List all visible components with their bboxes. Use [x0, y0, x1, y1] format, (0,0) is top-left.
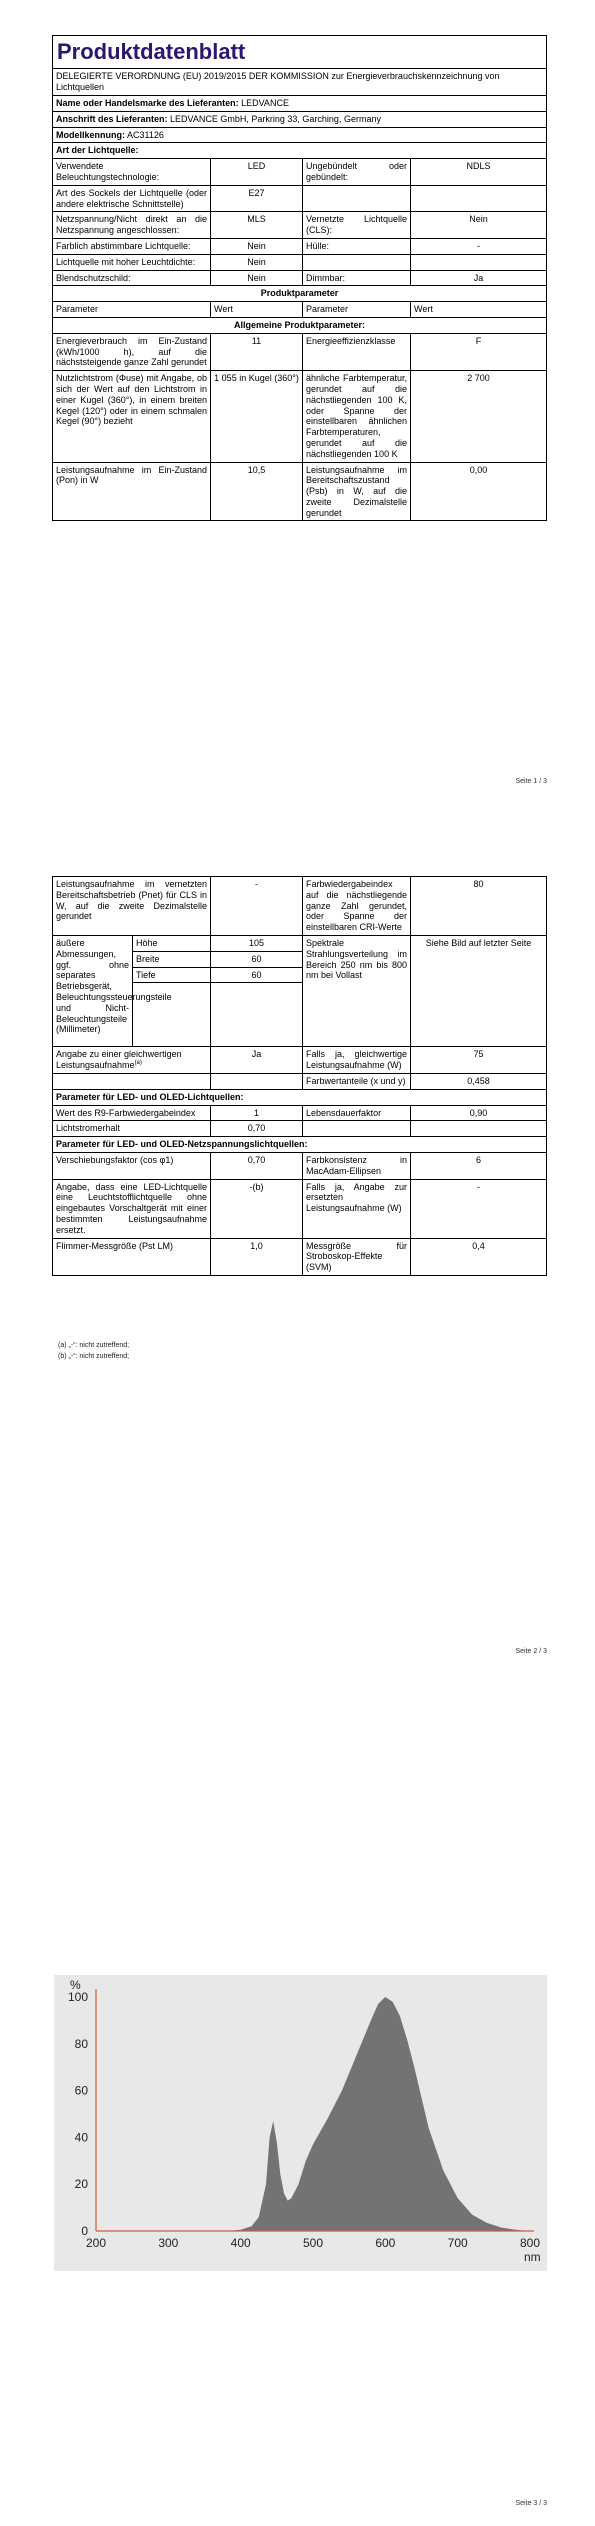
mains-param-value-2: - — [411, 1179, 547, 1238]
dim-depth-value: 60 — [211, 967, 303, 983]
x-axis-unit: nm — [524, 2250, 541, 2264]
empty-cell-2 — [211, 1073, 303, 1089]
mains-param-label-2: Messgröße für Stroboskop-Effekte (SVM) — [303, 1238, 411, 1275]
y-tick-label: 20 — [74, 2177, 88, 2192]
param-col-header: Parameter — [53, 302, 211, 318]
general-param-label: Energieverbrauch im Ein-Zustand (kWh/1000 h), auf die nächststeigende ganze Zahl gerundet — [53, 333, 211, 370]
equiv-label: Angabe zu einer gleichwertigen Leistungsaufnahme — [56, 1049, 182, 1071]
dim-depth-label: Tiefe — [133, 967, 211, 983]
page-1 — [0, 0, 595, 810]
x-tick-label: 400 — [230, 2236, 251, 2250]
lamp-type-label: Verwendete Beleuchtungstechnologie: — [53, 159, 211, 186]
lamp-type-label: Art des Sockels der Lichtquelle (oder andere elektrische Schnittstelle) — [53, 185, 211, 212]
general-param-value-2: 2 700 — [411, 371, 547, 462]
led-param-row — [53, 1105, 547, 1121]
dimensions-label: äußere Abmessungen, ggf. ohne separates Betriebsgerät, Beleuchtungssteuerungsteile und Nicht-Beleuchtungsteile (Millimeter) — [53, 935, 133, 1046]
mains-param-value: -(b) — [211, 1179, 303, 1238]
lamp-type-label: Blendschutzschild: — [53, 270, 211, 286]
x-tick-label: 600 — [375, 2236, 396, 2250]
mains-param-value: 0,70 — [211, 1152, 303, 1179]
x-tick-label: 700 — [447, 2236, 468, 2250]
lamp-type-value-2: Ja — [411, 270, 547, 286]
lamp-type-value: Nein — [211, 254, 303, 270]
lamp-type-header: Art der Lichtquelle: — [53, 143, 547, 159]
product-params-header: Produktparameter — [53, 286, 547, 302]
lamp-type-label-2: Ungebündelt oder gebündelt: — [303, 159, 411, 186]
equiv-label-cell — [53, 1047, 211, 1074]
dim-height-label: Höhe — [133, 935, 211, 951]
spectral-label: Spektrale Strahlungsverteilung im Bereich 250 nm bis 800 nm bei Vollast — [303, 935, 411, 1046]
supplier-name-row — [53, 95, 547, 111]
page-title: Produktdatenblatt — [53, 36, 547, 69]
equiv-power-value: 75 — [411, 1047, 547, 1074]
led-param-value-2 — [411, 1121, 547, 1137]
led-param-value-2: 0,90 — [411, 1105, 547, 1121]
mains-param-value: 1,0 — [211, 1238, 303, 1275]
general-param-row — [53, 371, 547, 462]
lamp-type-value: Nein — [211, 270, 303, 286]
general-param-label: Leistungsaufnahme im Ein-Zustand (Pon) in W — [53, 462, 211, 521]
y-axis-unit: % — [70, 1978, 81, 1992]
lamp-type-value-2 — [411, 254, 547, 270]
mains-param-value-2: 6 — [411, 1152, 547, 1179]
lamp-type-label: Farblich abstimmbare Lichtquelle: — [53, 238, 211, 254]
spectral-distribution-chart — [54, 1975, 547, 2271]
led-param-value: 0,70 — [211, 1121, 303, 1137]
led-param-label: Wert des R9-Farbwiedergabeindex — [53, 1105, 211, 1121]
lamp-type-row — [53, 254, 547, 270]
dim-height-value: 105 — [211, 935, 303, 951]
equiv-value: Ja — [211, 1047, 303, 1074]
datasheet-table-1 — [52, 35, 547, 521]
lamp-type-label-2: Hülle: — [303, 238, 411, 254]
lamp-type-value-2 — [411, 185, 547, 212]
value-col-header: Wert — [211, 302, 303, 318]
chroma-value: 0,458 — [411, 1073, 547, 1089]
general-param-label-2: Energieeffizienzklasse — [303, 333, 411, 370]
lamp-type-value: Nein — [211, 238, 303, 254]
general-param-value-2: 0,00 — [411, 462, 547, 521]
general-param-value: 11 — [211, 333, 303, 370]
lamp-type-value: E27 — [211, 185, 303, 212]
page-2 — [0, 840, 595, 1680]
mains-param-row — [53, 1179, 547, 1238]
model-label: Modellkennung: — [56, 129, 125, 140]
general-param-value: 10,5 — [211, 462, 303, 521]
led-param-value: 1 — [211, 1105, 303, 1121]
led-param-label-2: Lebensdauerfaktor — [303, 1105, 411, 1121]
lamp-type-label-2 — [303, 254, 411, 270]
page-number-1: Seite 1 / 3 — [515, 778, 547, 785]
footnote-a: (a) „-“: nicht zutreffend; — [58, 1342, 130, 1349]
lamp-type-row — [53, 185, 547, 212]
supplier-address-label: Anschrift des Lieferanten: — [56, 113, 168, 124]
lamp-type-value: MLS — [211, 212, 303, 239]
mains-param-value-2: 0,4 — [411, 1238, 547, 1275]
empty-cell — [53, 1073, 211, 1089]
lamp-type-row — [53, 238, 547, 254]
model-value: AC31126 — [127, 129, 164, 140]
general-param-row — [53, 333, 547, 370]
mains-param-row — [53, 1238, 547, 1275]
cri-label: Farbwiedergabeindex auf die nächstliegende ganze Zahl gerundet, oder Spanne der einstellbaren CRI-Werte — [303, 877, 411, 936]
lamp-type-value-2: Nein — [411, 212, 547, 239]
lamp-type-row — [53, 212, 547, 239]
mains-param-label: Verschiebungsfaktor (cos φ1) — [53, 1152, 211, 1179]
led-params-header: Parameter für LED- und OLED-Lichtquellen: — [53, 1089, 547, 1105]
mains-param-label-2: Falls ja, Angabe zur ersetzten Leistungsaufnahme (W) — [303, 1179, 411, 1238]
param-col-header-2: Parameter — [303, 302, 411, 318]
general-param-label-2: Leistungsaufnahme im Bereitschaftszustand (Psb) in W, auf die zweite Dezimalstelle gerundet — [303, 462, 411, 521]
page-3 — [0, 1700, 595, 2526]
lamp-type-label-2: Dimmbar: — [303, 270, 411, 286]
lamp-type-label: Netzspannung/Nicht direkt an die Netzspannung angeschlossen: — [53, 212, 211, 239]
regulation-text: DELEGIERTE VERORDNUNG (EU) 2019/2015 DER KOMMISSION zur Energieverbrauchskennzeichnung von Lichtquellen — [53, 69, 547, 96]
footnote-b: (b) „-“: nicht zutreffend; — [58, 1353, 130, 1361]
cri-value: 80 — [411, 877, 547, 936]
equiv-footnote-ref: (a) — [134, 1060, 142, 1067]
y-tick-label: 100 — [67, 1990, 88, 2004]
x-tick-label: 300 — [158, 2236, 179, 2250]
model-row — [53, 127, 547, 143]
standby-value: - — [211, 877, 303, 936]
spectral-value: Siehe Bild auf letzter Seite — [411, 935, 547, 1046]
led-param-label-2 — [303, 1121, 411, 1137]
footnotes — [58, 1340, 129, 1362]
chroma-label: Farbwertanteile (x und y) — [303, 1073, 411, 1089]
general-param-label: Nutzlichtstrom (Φuse) mit Angabe, ob sich der Wert auf den Lichtstrom in einer Kugel (360°), in einem breiten Kegel (120°) oder in einem schmalen Kegel (90°) bezieht — [53, 371, 211, 462]
lamp-type-row — [53, 159, 547, 186]
led-param-label: Lichtstromerhalt — [53, 1121, 211, 1137]
dim-spacer-value — [211, 983, 303, 1047]
mains-param-label: Angabe, dass eine LED-Lichtquelle eine Leuchtstofflichtquelle ohne eingebautes Vorschaltgerät mit einer bestimmten Leistungsaufnahme ersetzt. — [53, 1179, 211, 1238]
mains-param-row — [53, 1152, 547, 1179]
lamp-type-value: LED — [211, 159, 303, 186]
mains-param-label: Flimmer-Messgröße (Pst LM) — [53, 1238, 211, 1275]
lamp-type-value-2: NDLS — [411, 159, 547, 186]
general-param-value: 1 055 in Kugel (360°) — [211, 371, 303, 462]
led-param-row — [53, 1121, 547, 1137]
y-tick-label: 0 — [81, 2224, 88, 2238]
lamp-type-value-2: - — [411, 238, 547, 254]
mains-param-label-2: Farbkonsistenz in MacAdam-Ellipsen — [303, 1152, 411, 1179]
general-param-value-2: F — [411, 333, 547, 370]
lamp-type-label-2: Vernetzte Lichtquelle (CLS): — [303, 212, 411, 239]
value-col-header-2: Wert — [411, 302, 547, 318]
supplier-name-value: LEDVANCE — [241, 97, 289, 108]
equiv-power-label: Falls ja, gleichwertige Leistungsaufnahme (W) — [303, 1047, 411, 1074]
page-number-3: Seite 3 / 3 — [515, 2500, 547, 2507]
lamp-type-row — [53, 270, 547, 286]
standby-label: Leistungsaufnahme im vernetzten Bereitschaftsbetrieb (Pnet) für CLS in W, auf die zweite Dezimalstelle gerundet — [53, 877, 211, 936]
supplier-name-label: Name oder Handelsmarke des Lieferanten: — [56, 97, 239, 108]
datasheet-table-2 — [52, 876, 547, 1276]
y-tick-label: 40 — [74, 2130, 88, 2145]
supplier-address-value: LEDVANCE GmbH, Parkring 33, Garching, Germany — [170, 113, 381, 124]
general-params-header: Allgemeine Produktparameter: — [53, 317, 547, 333]
dim-width-label: Breite — [133, 951, 211, 967]
mains-params-header: Parameter für LED- und OLED-Netzspannungslichtquellen: — [53, 1137, 547, 1153]
y-tick-label: 80 — [74, 2036, 88, 2051]
x-tick-label: 200 — [85, 2236, 107, 2250]
general-param-row — [53, 462, 547, 521]
general-param-label-2: ähnliche Farbtemperatur, gerundet auf die nächstliegenden 100 K, oder Spanne der einstellbaren ähnlichen Farbtemperaturen, gerundet auf die nächstliegenden 100 K — [303, 371, 411, 462]
y-tick-label: 60 — [74, 2083, 88, 2098]
x-tick-label: 500 — [302, 2236, 324, 2250]
page-number-2: Seite 2 / 3 — [515, 1648, 547, 1655]
lamp-type-label: Lichtquelle mit hoher Leuchtdichte: — [53, 254, 211, 270]
lamp-type-label-2 — [303, 185, 411, 212]
x-tick-label: 800 — [519, 2236, 541, 2250]
dim-width-value: 60 — [211, 951, 303, 967]
supplier-address-row — [53, 111, 547, 127]
